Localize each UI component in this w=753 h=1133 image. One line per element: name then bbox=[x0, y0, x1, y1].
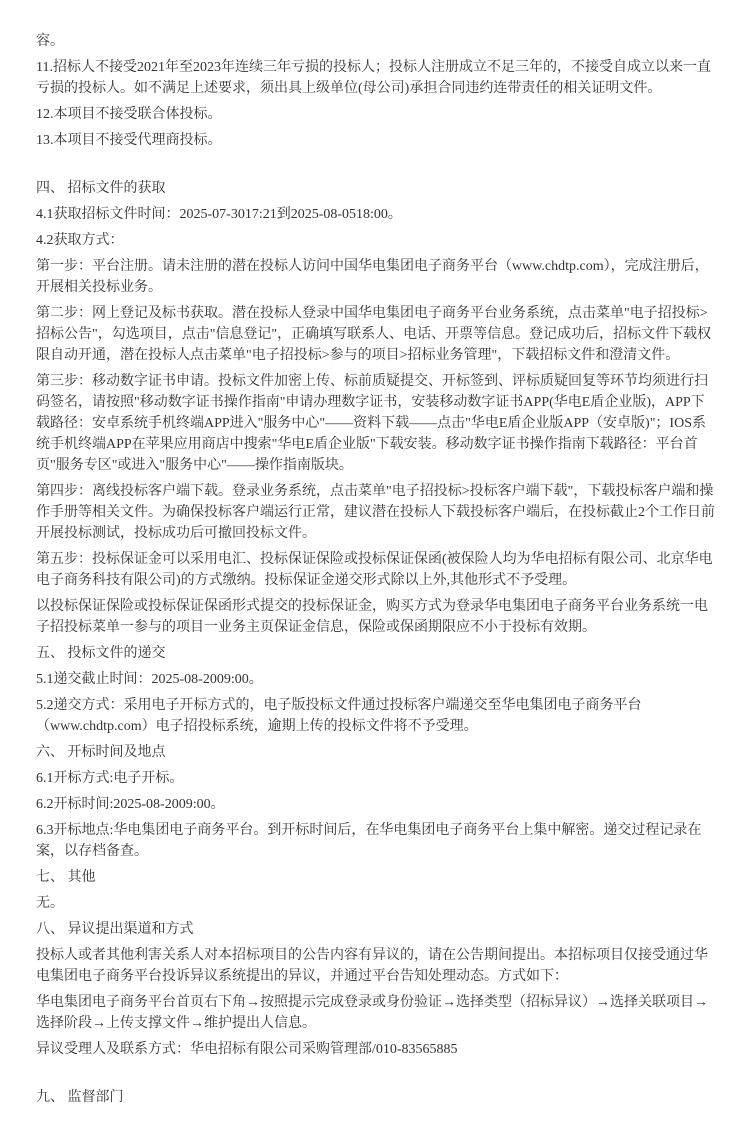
clause-4-1-obtain-time: 4.1获取招标文件时间：2025-07-3017:21到2025-08-0518:00。 bbox=[36, 207, 402, 222]
paragraph-intro-tail: 容。 bbox=[36, 34, 64, 49]
paragraph-objection-intro: 投标人或者其他利害关系人对本招标项目的公告内容有异议的，请在公告期间提出。本招标项目仅接受通过华电集团电子商务平台投诉异议系统提出的异议，并通过平台告知处理动态。方式如下： bbox=[36, 948, 708, 984]
step-1-platform-registration: 第一步：平台注册。请未注册的潜在投标人访问中国华电集团电子商务平台（www.chdtp.com），完成注册后，开展相关投标业务。 bbox=[36, 259, 709, 295]
clause-12-no-consortium: 12.本项目不接受联合体投标。 bbox=[36, 107, 222, 122]
clause-6-2-opening-time: 6.2开标时间:2025-08-2009:00。 bbox=[36, 797, 225, 812]
section-heading-7-other: 七、 其他 bbox=[36, 870, 96, 885]
step-3-mobile-certificate: 第三步：移动数字证书申请。投标文件加密上传、标前质疑提交、开标签到、评标质疑回复等环节均须进行扫码签名，请按照"移动数字证书操作指南"申请办理数字证书，安装移动数字证书APP(华电E盾企业版)，APP下载路径：安卓系统手机终端APP进入"服务中心"——资料下载——点击"华电E盾企业版APP（安卓版)"；IOS系统手机终端APP在苹果应用商店中搜索"华电E盾企业版"下载安装。移动数字证书操作指南下载路径：平台首页"服务专区"或进入"服务中心"——操作指南版块。 bbox=[36, 374, 708, 473]
clause-6-3-opening-place: 6.3开标地点:华电集团电子商务平台。到开标时间后，在华电集团电子商务平台上集中解密。递交过程记录在案，以存档备查。 bbox=[36, 823, 702, 859]
paragraph-objection-steps: 华电集团电子商务平台首页右下角→按照提示完成登录或身份验证→选择类型（招标异议）→选择关联项目→选择阶段→上传支撑文件→维护提出人信息。 bbox=[36, 995, 708, 1031]
clause-6-1-opening-method: 6.1开标方式:电子开标。 bbox=[36, 771, 184, 786]
section-heading-9-supervision: 九、 监督部门 bbox=[36, 1090, 124, 1105]
section-heading-6-bid-opening: 六、 开标时间及地点 bbox=[36, 745, 166, 760]
clause-5-2-submission-method: 5.2递交方式：采用电子开标方式的，电子版投标文件通过投标客户端递交至华电集团电子商务平台（www.chdtp.com）电子招投标系统，逾期上传的投标文件将不予受理。 bbox=[36, 698, 642, 734]
section-heading-4-obtain-documents: 四、 招标文件的获取 bbox=[36, 181, 166, 196]
paragraph-deposit-insurance-note: 以投标保证保险或投标保证保函形式提交的投标保证金，购买方式为登录华电集团电子商务平台业务系统一电子招投标菜单一参与的项目一业务主页保证金信息，保险或保函期限应不小于投标有效期。 bbox=[36, 599, 708, 635]
clause-11-loss-restriction: 11.招标人不接受2021年至2023年连续三年亏损的投标人；投标人注册成立不足三年的，不接受自成立以来一直亏损的投标人。如不满足上述要求，须出具上级单位(母公司)承担合同违约连带责任的相关证明文件。 bbox=[36, 60, 711, 96]
step-5-bid-deposit: 第五步：投标保证金可以采用电汇、投标保证保险或投标保证保函(被保险人均为华电招标有限公司、北京华电电子商务科技有限公司)的方式缴纳。投标保证金递交形式除以上外,其他形式不予受理。 bbox=[36, 552, 713, 588]
clause-13-no-agents: 13.本项目不接受代理商投标。 bbox=[36, 133, 222, 148]
section-heading-5-bid-submission: 五、 投标文件的递交 bbox=[36, 646, 166, 661]
paragraph-objection-contact: 异议受理人及联系方式：华电招标有限公司采购管理部/010-83565885 bbox=[36, 1042, 458, 1057]
clause-5-1-submission-deadline: 5.1递交截止时间：2025-08-2009:00。 bbox=[36, 672, 263, 687]
paragraph-other-none: 无。 bbox=[36, 896, 64, 911]
step-2-online-registration: 第二步：网上登记及标书获取。潜在投标人登录中国华电集团电子商务平台业务系统，点击菜单"电子招投标>招标公告"，勾选项目，点击"信息登记"，正确填写联系人、电话、开票等信息。登记成功后，招标文件下载权限自动开通，潜在投标人点击菜单"电子招投标>参与的项目>招标业务管理"，下载招标文件和澄清文件。 bbox=[36, 306, 712, 363]
section-heading-8-objection-channel: 八、 异议提出渠道和方式 bbox=[36, 922, 194, 937]
clause-4-2-obtain-method: 4.2获取方式： bbox=[36, 233, 124, 248]
step-4-client-download: 第四步：离线投标客户端下载。登录业务系统，点击菜单"电子招投标>投标客户端下载"，下载投标客户端和操作手册等相关文件。为确保投标客户端运行正常，建议潜在投标人下载投标客户端后，在投标截止2个工作日前开展投标测试，投标成功后可撤回投标文件。 bbox=[36, 484, 715, 541]
